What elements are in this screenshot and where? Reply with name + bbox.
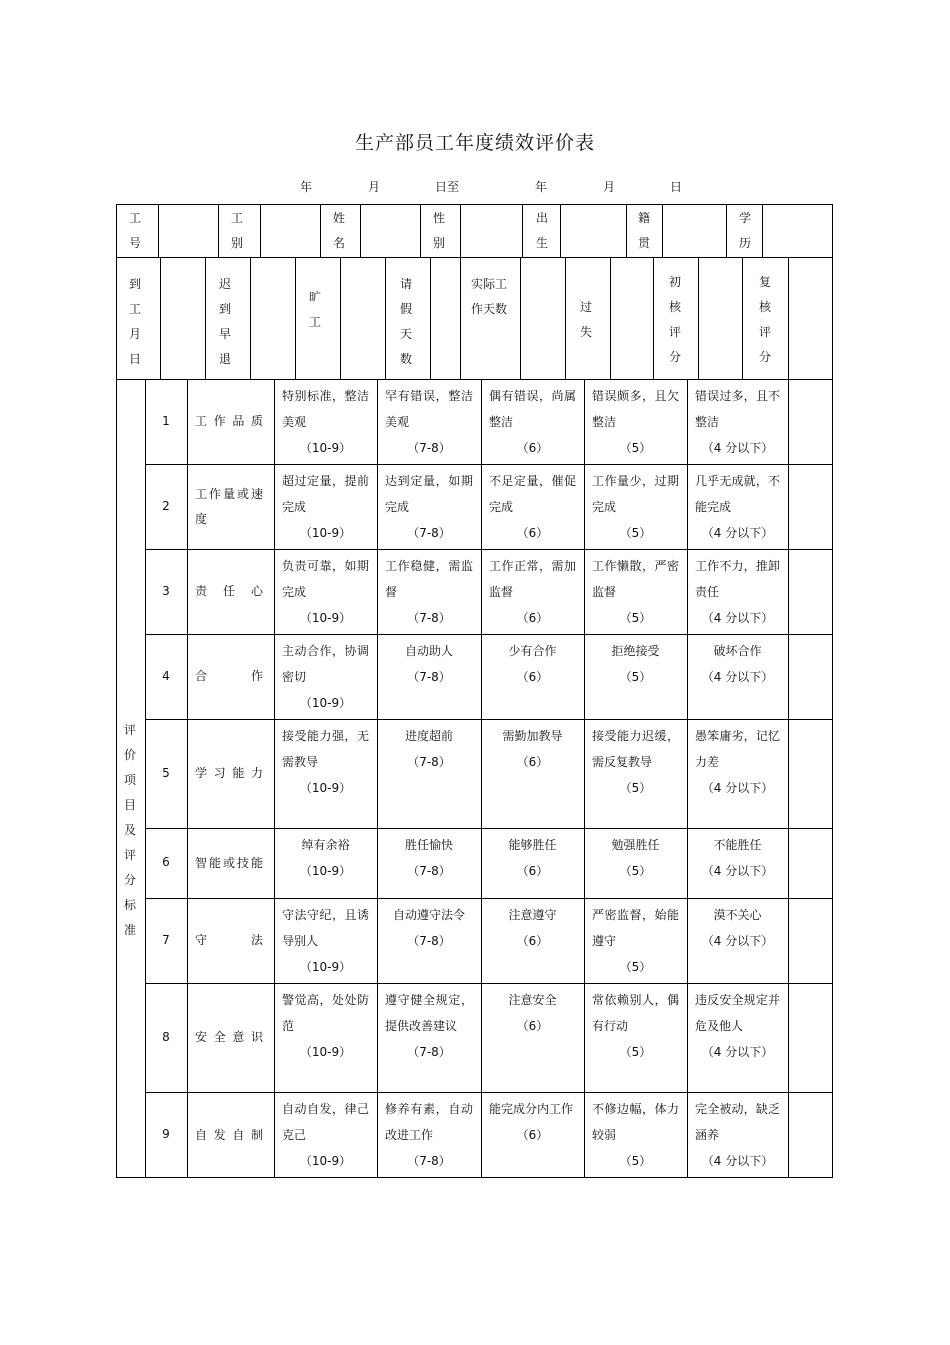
level-cell (282, 468, 369, 546)
level-cell (282, 723, 369, 801)
cell-divider (762, 204, 763, 258)
criteria-number: 5 (162, 765, 170, 780)
level-cell (489, 723, 576, 775)
attendance-label: 旷工 (308, 290, 321, 329)
level-description: 愚笨庸劣，记忆力差 (695, 729, 780, 769)
criteria-item-label: 智能或技能 (195, 855, 263, 870)
level-score: （10-9） (299, 611, 352, 625)
level-score: （10-9） (299, 441, 352, 455)
level-description: 勉强胜任 (611, 838, 660, 852)
criteria-item (195, 567, 263, 617)
date-end-year: 年 (535, 180, 548, 194)
level-score: （10-9） (299, 1045, 352, 1059)
criteria-item (195, 916, 263, 966)
level-score: （5） (619, 781, 652, 795)
level-description: 严密监督，始能遵守 (592, 908, 679, 948)
level-description: 不修边幅，体力较弱 (592, 1102, 679, 1142)
level-cell (489, 468, 576, 546)
level-description: 工作稳健，需监督 (385, 559, 473, 599)
info-label: 姓名 (332, 211, 345, 250)
level-description: 工作量少，过期完成 (592, 474, 679, 514)
level-cell (282, 553, 369, 631)
level-score: （10-9） (299, 526, 352, 540)
level-score: （10-9） (299, 864, 352, 878)
level-cell (695, 987, 780, 1065)
level-score: （4 分以下） (701, 670, 774, 684)
level-description: 几乎无成就，不能完成 (695, 474, 780, 514)
level-cell (695, 902, 780, 954)
cell-divider (460, 257, 461, 380)
column-divider (584, 379, 585, 1178)
level-description: 超过定量，提前完成 (282, 474, 369, 514)
level-score: （7-8） (407, 441, 451, 455)
criteria-number: 4 (162, 668, 170, 683)
criteria-item (195, 1013, 263, 1063)
level-description: 工作懒散，严密监督 (592, 559, 679, 599)
level-score: （5） (619, 1045, 652, 1059)
level-cell (385, 468, 473, 546)
level-score: （4 分以下） (701, 1154, 774, 1168)
level-description: 遵守健全规定，提供改善建议 (385, 993, 473, 1033)
column-divider (377, 379, 378, 1178)
level-description: 少有合作 (508, 644, 557, 658)
level-score: （7-8） (407, 670, 451, 684)
criteria-item-label: 学习能力 (195, 766, 263, 780)
row-divider (145, 719, 833, 720)
date-end-day: 日 (670, 180, 683, 194)
info-label: 出生 (535, 211, 548, 250)
cell-divider (158, 204, 159, 258)
level-score: （5） (619, 864, 652, 878)
row-divider (145, 464, 833, 465)
date-start-month: 月 (368, 180, 381, 194)
info-label: 工别 (230, 211, 243, 250)
level-cell (695, 383, 780, 461)
level-cell (695, 832, 780, 884)
level-cell (385, 832, 473, 884)
level-cell (282, 638, 369, 716)
level-description: 破坏合作 (713, 644, 762, 658)
cell-divider (698, 257, 699, 380)
column-divider (187, 379, 188, 1178)
level-cell (489, 1096, 576, 1148)
level-cell (592, 832, 679, 884)
level-cell (385, 553, 473, 631)
level-score: （7-8） (407, 755, 451, 769)
level-score: （4 分以下） (701, 1045, 774, 1059)
level-cell (282, 832, 369, 884)
level-description: 自动助人 (404, 644, 453, 658)
level-cell (592, 902, 679, 980)
level-score: （7-8） (407, 1154, 451, 1168)
criteria-number: 6 (162, 855, 170, 869)
row-divider (145, 898, 833, 899)
criteria-item (195, 652, 263, 702)
level-score: （6） (516, 934, 549, 948)
attendance-label: 迟到早退 (218, 277, 231, 366)
level-score: （5） (619, 441, 652, 455)
criteria-item-label: 责任心 (195, 584, 263, 598)
attendance-label: 过失 (579, 300, 592, 339)
attendance-label: 初核评分 (668, 275, 681, 364)
cell-divider (250, 257, 251, 380)
column-divider (481, 379, 482, 1178)
level-description: 达到定量，如期完成 (385, 474, 473, 514)
cell-divider (205, 257, 206, 380)
level-score: （6） (516, 755, 549, 769)
cell-divider (385, 257, 386, 380)
criteria-item (195, 482, 263, 532)
level-description: 违反安全规定并危及他人 (695, 993, 780, 1033)
level-description: 特别标准，整洁美观 (282, 389, 369, 429)
level-score: （7-8） (407, 611, 451, 625)
level-description: 拒绝接受 (611, 644, 660, 658)
level-score: （10-9） (299, 1154, 352, 1168)
level-score: （6） (516, 441, 549, 455)
date-end-month: 月 (603, 180, 616, 194)
level-description: 能够胜任 (508, 838, 557, 852)
criteria-number: 1 (162, 413, 170, 428)
criteria-item-label: 安全意识 (195, 1030, 263, 1044)
column-divider (274, 379, 275, 1178)
criteria-number: 9 (162, 1127, 170, 1141)
criteria-item-label: 守法 (195, 933, 263, 947)
criteria-item (195, 838, 263, 888)
info-label: 工号 (128, 211, 141, 250)
cell-divider (520, 257, 521, 380)
cell-divider (560, 204, 561, 258)
level-description: 漠不关心 (713, 908, 762, 922)
level-cell (489, 987, 576, 1039)
cell-divider (522, 204, 523, 258)
level-score: （4 分以下） (701, 781, 774, 795)
level-cell (695, 468, 780, 546)
level-cell (489, 902, 576, 954)
level-cell (489, 832, 576, 884)
cell-divider (610, 257, 611, 380)
cell-divider (340, 257, 341, 380)
level-description: 胜任愉快 (404, 838, 453, 852)
cell-divider (726, 204, 727, 258)
level-cell (592, 553, 679, 631)
page-title: 生产部员工年度绩效评价表 (354, 132, 595, 154)
level-cell (592, 987, 679, 1065)
cell-divider (420, 204, 421, 258)
attendance-label: 请假天数 (399, 277, 412, 366)
level-description: 工作正常，需加监督 (489, 559, 576, 599)
level-cell (592, 723, 679, 801)
criteria-number: 7 (162, 932, 170, 947)
criteria-item (195, 749, 263, 799)
level-cell (282, 987, 369, 1065)
level-description: 警觉高，处处防范 (282, 993, 369, 1033)
level-description: 完全被动，缺乏涵养 (695, 1102, 780, 1142)
level-cell (385, 723, 473, 775)
level-cell (385, 638, 473, 690)
cell-divider (653, 257, 654, 380)
level-score: （4 分以下） (701, 864, 774, 878)
level-description: 负责可靠，如期完成 (282, 559, 369, 599)
criteria-number: 3 (162, 583, 170, 598)
criteria-item-label: 工作品质 (195, 414, 263, 428)
attendance-label: 到工月日 (128, 277, 141, 366)
level-cell (282, 383, 369, 461)
level-description: 接受能力迟缓，需反复教导 (592, 729, 679, 769)
level-score: （4 分以下） (701, 934, 774, 948)
level-cell (592, 383, 679, 461)
cell-divider (788, 257, 789, 380)
cell-divider (565, 257, 566, 380)
cell-divider (360, 204, 361, 258)
attendance-label: 实际工作天数 (470, 277, 507, 316)
level-description: 能完成分内工作 (489, 1102, 574, 1116)
level-score: （10-9） (299, 960, 352, 974)
level-score: （5） (619, 1154, 652, 1168)
level-score: （4 分以下） (701, 526, 774, 540)
cell-divider (218, 204, 219, 258)
level-description: 不能胜任 (713, 838, 762, 852)
cell-divider (626, 204, 627, 258)
level-description: 常依赖别人，偶有行动 (592, 993, 679, 1033)
info-label: 性别 (432, 211, 445, 250)
level-score: （7-8） (407, 1045, 451, 1059)
criteria-item-label: 工作量或速度 (195, 486, 263, 526)
level-score: （4 分以下） (701, 611, 774, 625)
cell-divider (160, 257, 161, 380)
info-label: 学历 (738, 211, 751, 250)
level-cell (695, 1096, 780, 1174)
level-score: （6） (516, 526, 549, 540)
level-cell (385, 987, 473, 1065)
level-description: 错误颇多，且欠整洁 (592, 389, 679, 429)
level-cell (592, 638, 679, 690)
level-cell (489, 638, 576, 690)
cell-divider (460, 204, 461, 258)
level-score: （6） (516, 670, 549, 684)
section-label: 评价项目及评分标准 (123, 723, 136, 937)
level-description: 主动合作，协调密切 (282, 644, 369, 684)
level-cell (695, 553, 780, 631)
level-description: 绰有余裕 (301, 838, 350, 852)
row-divider (145, 549, 833, 550)
cell-divider (662, 204, 663, 258)
level-cell (282, 1096, 369, 1174)
criteria-number: 8 (162, 1029, 170, 1044)
row-divider (145, 634, 833, 635)
level-description: 需勤加教导 (502, 729, 563, 743)
level-cell (282, 902, 369, 980)
level-cell (695, 638, 780, 690)
level-cell (695, 723, 780, 801)
date-start-day-to: 日至 (435, 180, 460, 194)
level-cell (385, 902, 473, 954)
level-description: 进度超前 (404, 729, 453, 743)
level-cell (592, 1096, 679, 1174)
level-description: 自动自发，律己克己 (282, 1102, 369, 1142)
level-score: （10-9） (299, 781, 352, 795)
level-description: 守法守纪，且诱导别人 (282, 908, 369, 948)
column-divider (788, 379, 789, 1178)
level-cell (489, 553, 576, 631)
level-score: （6） (516, 1128, 549, 1142)
level-score: （5） (619, 960, 652, 974)
column-divider (687, 379, 688, 1178)
cell-divider (295, 257, 296, 380)
criteria-item (195, 1110, 263, 1160)
level-description: 罕有错误，整洁美观 (385, 389, 473, 429)
level-cell (489, 383, 576, 461)
cell-divider (430, 257, 431, 380)
level-description: 工作不力，推卸责任 (695, 559, 780, 599)
level-score: （6） (516, 1019, 549, 1033)
cell-divider (742, 257, 743, 380)
level-cell (385, 383, 473, 461)
level-description: 修养有素，自动改进工作 (385, 1102, 473, 1142)
row-divider (145, 828, 833, 829)
level-description: 不足定量，催促完成 (489, 474, 576, 514)
level-cell (592, 468, 679, 546)
level-description: 偶有错误，尚属整洁 (489, 389, 576, 429)
level-score: （7-8） (407, 526, 451, 540)
level-description: 接受能力强，无需教导 (282, 729, 369, 769)
level-score: （6） (516, 864, 549, 878)
level-score: （10-9） (299, 696, 352, 710)
level-score: （7-8） (407, 934, 451, 948)
level-score: （5） (619, 526, 652, 540)
cell-divider (320, 204, 321, 258)
attendance-label: 复核评分 (758, 275, 771, 364)
level-description: 注意安全 (508, 993, 557, 1007)
level-description: 错误过多，且不整洁 (695, 389, 780, 429)
level-description: 注意遵守 (508, 908, 557, 922)
row-divider (145, 1092, 833, 1093)
level-score: （7-8） (407, 864, 451, 878)
criteria-item (195, 397, 263, 447)
level-score: （4 分以下） (701, 441, 774, 455)
level-cell (385, 1096, 473, 1174)
criteria-number: 2 (162, 498, 170, 513)
criteria-item-label: 自发自制 (195, 1127, 263, 1142)
date-start-year: 年 (300, 180, 313, 194)
row-divider (145, 983, 833, 984)
level-score: （6） (516, 611, 549, 625)
cell-divider (260, 204, 261, 258)
level-description: 自动遵守法令 (392, 908, 465, 922)
criteria-item-label: 合作 (195, 669, 263, 683)
info-label: 籍贯 (637, 211, 650, 250)
level-score: （5） (619, 611, 652, 625)
level-score: （5） (619, 670, 652, 684)
